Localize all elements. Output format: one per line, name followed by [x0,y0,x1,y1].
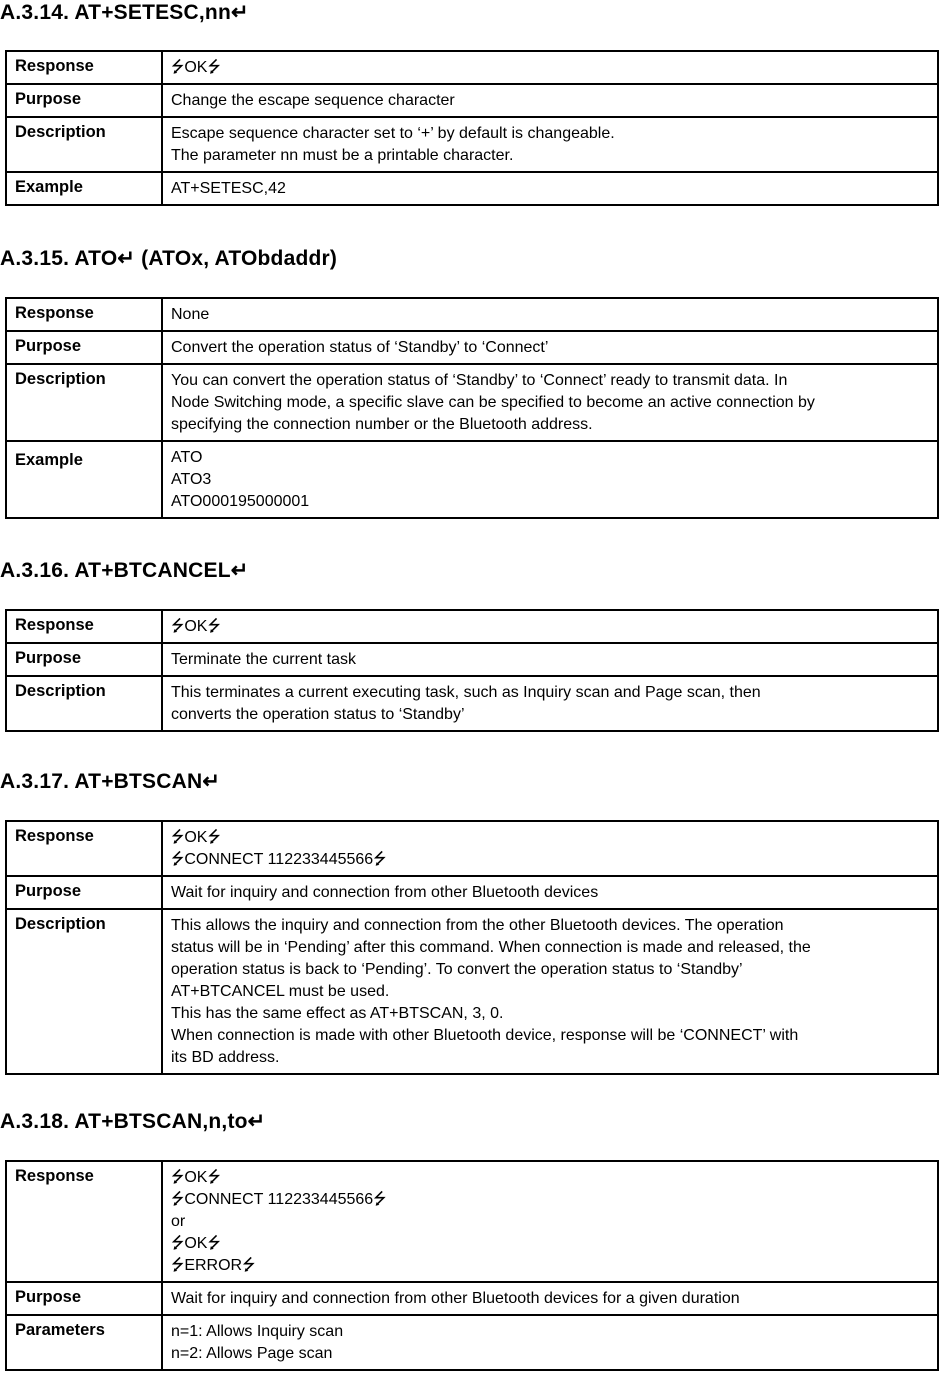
value-line: ⭍OK⭍ [171,829,221,846]
value-line: Convert the operation status of ‘Standby’ to ‘Connect’ [171,339,549,356]
table-row-example [6,172,938,205]
value-line: ⭍OK⭍ [171,1169,221,1186]
section-heading-a-3-16: A.3.16. AT+BTCANCEL↵ [0,559,249,582]
row-label: Description [6,676,162,731]
value-line: ATO3 [171,471,212,488]
value-line: None [171,306,210,323]
row-value [162,643,938,676]
table-row-response [6,821,938,876]
value-line: ⭍OK⭍ [171,59,221,76]
section-heading-a-3-17: A.3.17. AT+BTSCAN↵ [0,770,221,793]
row-label: Description [6,364,162,441]
value-line: ⭍OK⭍ [171,618,221,635]
value-line: ATO000195000001 [171,493,310,510]
row-value [162,298,938,331]
value-line: Node Switching mode, a specific slave can be specified to become an active connection by [171,394,815,411]
table-row-purpose [6,876,938,909]
row-value [162,441,938,518]
table-row-description [6,676,938,731]
row-value [162,1315,938,1370]
row-label: Purpose [6,876,162,909]
value-line: or [171,1213,186,1230]
table-row-example [6,441,938,518]
value-line: This allows the inquiry and connection from the other Bluetooth devices. The operation [171,917,784,934]
table-row-purpose [6,643,938,676]
row-label: Purpose [6,1282,162,1315]
table-row-description [6,364,938,441]
row-value [162,331,938,364]
row-value [162,51,938,84]
table-row-purpose [6,1282,938,1315]
table-row-purpose [6,331,938,364]
value-line: When connection is made with other Bluetooth device, response will be ‘CONNECT’ with [171,1027,799,1044]
command-table-a-3-15 [5,297,939,519]
row-value [162,1161,938,1282]
value-line: The parameter nn must be a printable character. [171,147,514,164]
row-value [162,84,938,117]
value-line: Escape sequence character set to ‘+’ by default is changeable. [171,125,615,142]
table-row-description [6,117,938,172]
value-line: its BD address. [171,1049,280,1066]
row-label: Example [6,441,162,518]
row-label: Parameters [6,1315,162,1370]
table-row-description [6,909,938,1074]
command-table-a-3-14 [5,50,939,206]
value-line: status will be in ‘Pending’ after this command. When connection is made and released, the [171,939,811,956]
row-label: Example [6,172,162,205]
value-line: Change the escape sequence character [171,92,455,109]
value-line: ⭍ERROR⭍ [171,1257,256,1274]
table-row-response [6,1161,938,1282]
value-line: You can convert the operation status of ‘Standby’ to ‘Connect’ ready to transmit data. In [171,372,788,389]
value-line: operation status is back to ‘Pending’. To convert the operation status to ‘Standby’ [171,961,743,978]
row-label: Purpose [6,331,162,364]
row-value [162,676,938,731]
value-line: ATO [171,449,203,466]
row-value [162,876,938,909]
value-line: ⭍CONNECT 112233445566⭍ [171,1191,387,1208]
command-table-a-3-18 [5,1160,939,1371]
row-label: Response [6,821,162,876]
value-line: converts the operation status to ‘Standby’ [171,706,465,723]
row-label: Purpose [6,643,162,676]
row-value [162,172,938,205]
row-value [162,610,938,643]
value-line: This terminates a current executing task, such as Inquiry scan and Page scan, then [171,684,761,701]
value-line: This has the same effect as AT+BTSCAN, 3, 0. [171,1005,504,1022]
row-value [162,909,938,1074]
value-line: ⭍CONNECT 112233445566⭍ [171,851,387,868]
table-row-response [6,298,938,331]
table-row-purpose [6,84,938,117]
value-line: Terminate the current task [171,651,356,668]
value-line: Wait for inquiry and connection from other Bluetooth devices [171,884,599,901]
row-label: Purpose [6,84,162,117]
value-line: AT+BTCANCEL must be used. [171,983,390,1000]
table-row-response [6,610,938,643]
value-line: AT+SETESC,42 [171,180,286,197]
row-label: Response [6,1161,162,1282]
row-label: Description [6,117,162,172]
value-line: ⭍OK⭍ [171,1235,221,1252]
row-value [162,1282,938,1315]
value-line: n=1: Allows Inquiry scan [171,1323,344,1340]
table-row-parameters [6,1315,938,1370]
value-line: n=2: Allows Page scan [171,1345,333,1362]
table-row-response [6,51,938,84]
section-heading-a-3-18: A.3.18. AT+BTSCAN,n,to↵ [0,1110,266,1133]
row-value [162,117,938,172]
command-table-a-3-16 [5,609,939,732]
row-label: Response [6,298,162,331]
section-heading-a-3-14: A.3.14. AT+SETESC,nn↵ [0,1,249,24]
command-table-a-3-17 [5,820,939,1075]
row-value [162,821,938,876]
row-label: Description [6,909,162,1074]
row-label: Response [6,51,162,84]
value-line: specifying the connection number or the Bluetooth address. [171,416,593,433]
section-heading-a-3-15: A.3.15. ATO↵ (ATOx, ATObdaddr) [0,247,338,270]
row-value [162,364,938,441]
value-line: Wait for inquiry and connection from other Bluetooth devices for a given duration [171,1290,740,1307]
row-label: Response [6,610,162,643]
